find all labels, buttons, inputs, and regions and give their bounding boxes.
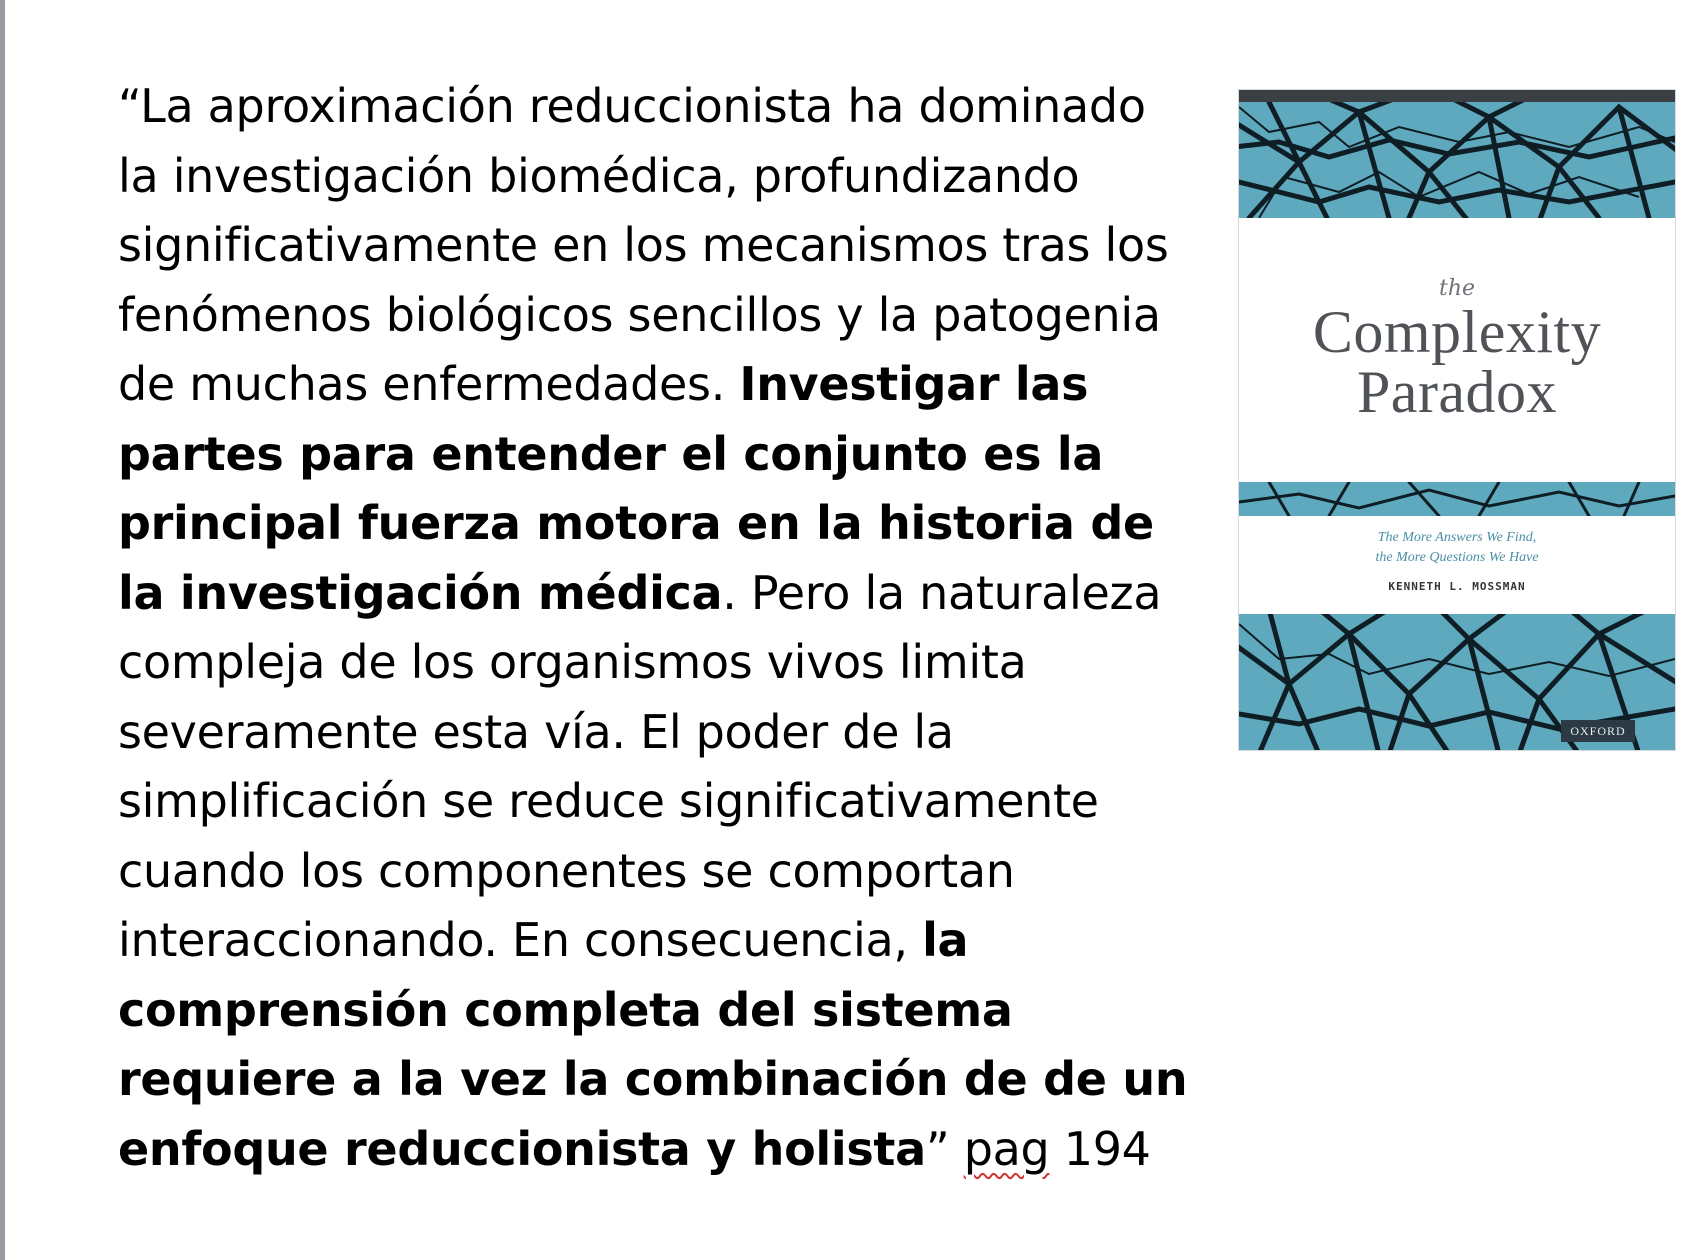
cover-subtitle-line-1: The More Answers We Find,: [1377, 530, 1537, 545]
page-word: pag: [963, 1121, 1050, 1176]
cover-title-line-1: Complexity: [1312, 299, 1602, 365]
quote-segment-2: . Pero la naturaleza compleja de los organismos vivos limita severamente esta vía. El poder de la simplificación se reduce significativamente cuando los componentes se comportan interaccionando. En consecuencia,: [118, 565, 1162, 967]
cover-author: KENNETH L. MOSSMAN: [1388, 580, 1526, 593]
quote-bold-1: Investigar las partes para entender el conjunto es la principal fuerza motora en la historia de la investigación médica: [118, 357, 1154, 620]
cover-subtitle-line-2: the More Questions We Have: [1375, 550, 1539, 565]
network-pattern-bottom: [1239, 614, 1675, 750]
quote-segment-3: ”: [925, 1121, 964, 1176]
page-number: 194: [1049, 1121, 1151, 1176]
quote-text: [118, 72, 1198, 1184]
slide-left-edge: [0, 0, 5, 1260]
cover-title-line-2: Paradox: [1356, 359, 1558, 425]
quote-bold-2: la comprensión completa del sistema requiere a la vez la combinación de de un enfoque reduccionista y holista: [118, 913, 1188, 1176]
network-top-svg: [1239, 102, 1675, 218]
network-pattern-middle: [1239, 482, 1675, 516]
cover-top-bar: [1239, 90, 1675, 102]
cover-article: the: [1438, 276, 1476, 301]
quote-segment-1: “La aproximación reduccionista ha dominado la investigación biomédica, profundizando significativamente en los mecanismos tras los fenómenos biológicos sencillos y la patogenia de muchas enfermedades.: [118, 79, 1169, 411]
book-cover: [1239, 90, 1675, 750]
cover-publisher: OXFORD: [1561, 720, 1635, 742]
network-pattern-top: [1239, 102, 1675, 218]
network-middle-svg: [1239, 482, 1675, 516]
